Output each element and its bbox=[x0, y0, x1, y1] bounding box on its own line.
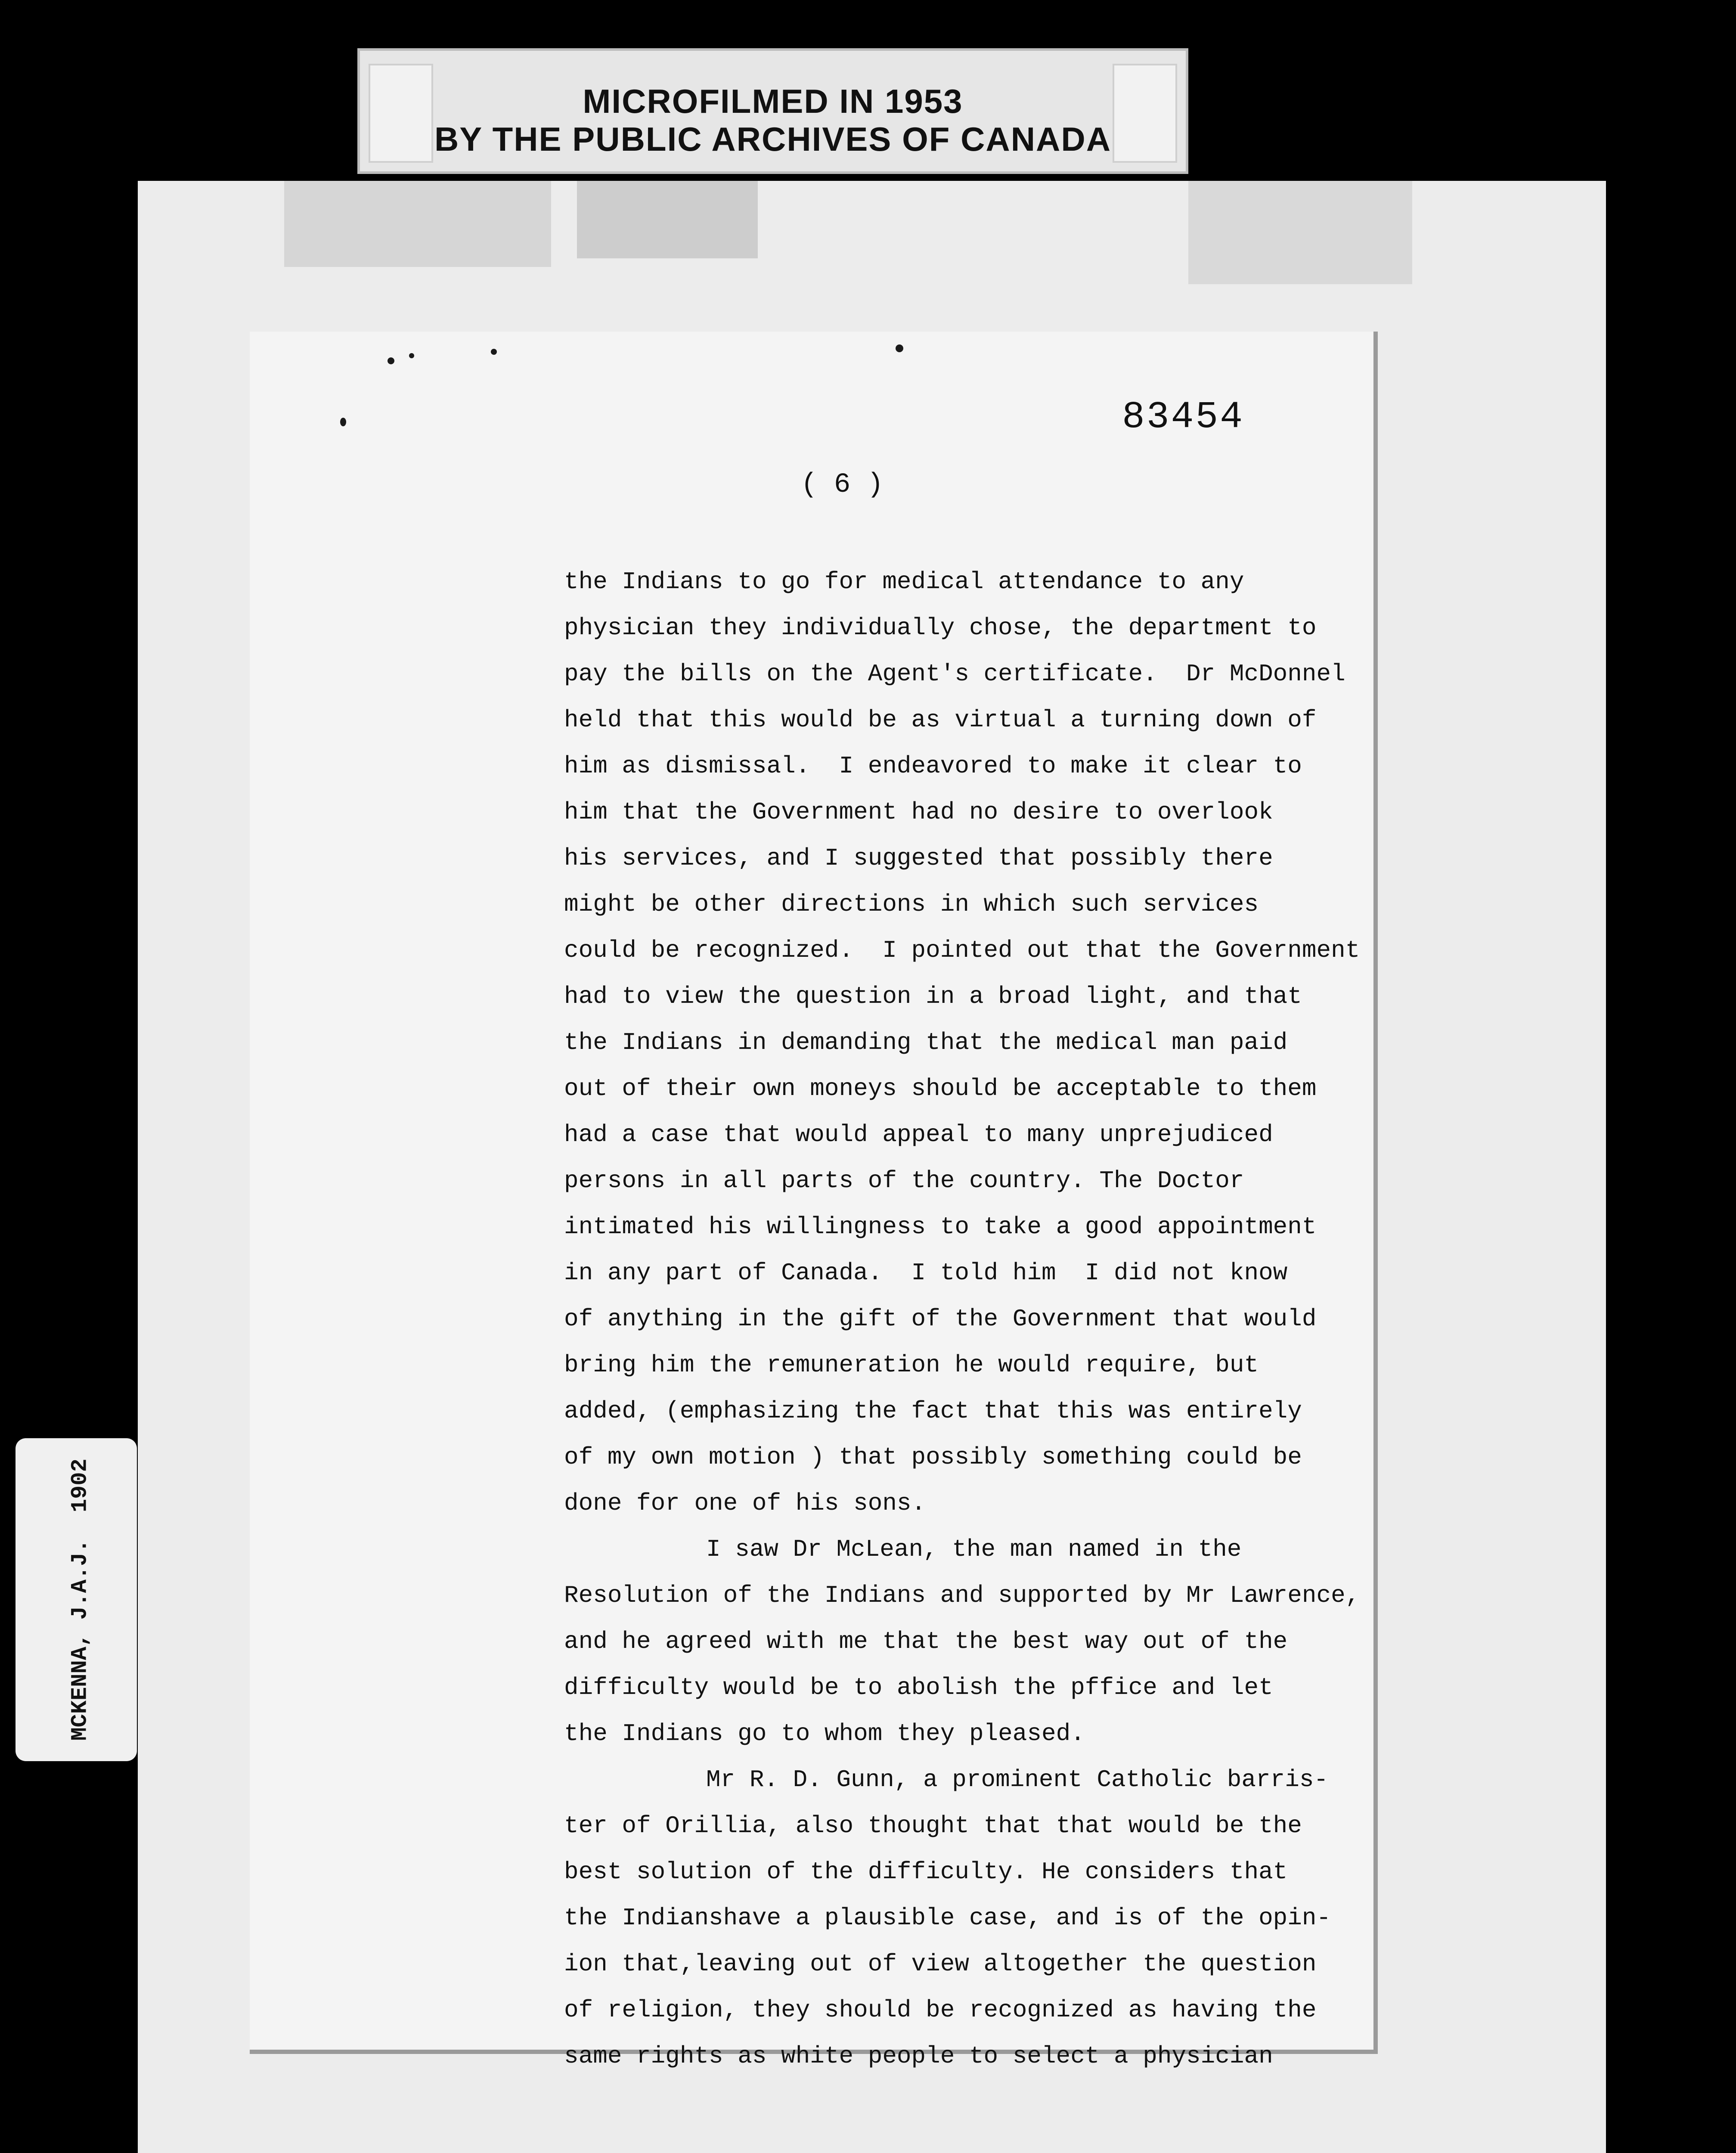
label-line-1: MICROFILMED IN 1953 bbox=[583, 82, 963, 120]
text-line: the Indianshave a plausible case, and is of the opin- bbox=[564, 1904, 1331, 1932]
text-line: ter of Orillia, also thought that that would be the bbox=[564, 1812, 1302, 1840]
ink-speck bbox=[388, 357, 394, 364]
text-line: the Indians go to whom they pleased. bbox=[564, 1720, 1085, 1747]
text-line: might be other directions in which such services bbox=[564, 890, 1259, 918]
text-line: intimated his willingness to take a good appointment bbox=[564, 1213, 1317, 1241]
tape-piece bbox=[1188, 181, 1412, 284]
text-line: ion that,leaving out of view altogether the question bbox=[564, 1950, 1317, 1978]
text-line: difficulty would be to abolish the pffice and let bbox=[564, 1674, 1273, 1701]
text-line: of my own motion ) that possibly something could be bbox=[564, 1443, 1302, 1471]
text-line: the Indians to go for medical attendance to any bbox=[564, 568, 1244, 596]
ink-speck bbox=[340, 418, 346, 426]
text-line: and he agreed with me that the best way out of the bbox=[564, 1628, 1288, 1655]
text-line: Mr R. D. Gunn, a prominent Catholic barris- bbox=[706, 1766, 1329, 1793]
text-line: had to view the question in a broad light, and that bbox=[564, 983, 1302, 1010]
text-line: had a case that would appeal to many unprejudiced bbox=[564, 1121, 1273, 1148]
document-number: 83454 bbox=[1122, 396, 1244, 439]
text-line: could be recognized. I pointed out that the Government bbox=[564, 937, 1360, 964]
ink-speck bbox=[409, 353, 414, 358]
ink-speck bbox=[896, 344, 903, 352]
text-line: the Indians in demanding that the medical man paid bbox=[564, 1029, 1302, 1056]
text-line: him as dismissal. I endeavored to make it clear to bbox=[564, 752, 1302, 780]
text-line: out of their own moneys should be acceptable to them bbox=[564, 1075, 1317, 1102]
tape-piece bbox=[577, 181, 758, 258]
label-line-2: BY THE PUBLIC ARCHIVES OF CANADA bbox=[434, 120, 1112, 158]
typed-page bbox=[250, 332, 1378, 2070]
spine-text: MCKENNA, J.A.J. 1902 bbox=[67, 1458, 93, 1741]
tape-piece bbox=[284, 181, 551, 267]
text-line: physician they individually chose, the department to bbox=[564, 614, 1317, 642]
text-line: Resolution of the Indians and supported by Mr Lawrence, bbox=[564, 1582, 1360, 1609]
text-line: best solution of the difficulty. He considers that bbox=[564, 1858, 1288, 1886]
text-line: added, (emphasizing the fact that this was entirely bbox=[564, 1397, 1302, 1425]
text-line: his services, and I suggested that possibly there bbox=[564, 844, 1273, 872]
text-line: held that this would be as virtual a turning down of bbox=[564, 706, 1317, 734]
page-number: ( 6 ) bbox=[801, 469, 884, 500]
text-line: him that the Government had no desire to overlook bbox=[564, 798, 1273, 826]
text-line: pay the bills on the Agent's certificate. Dr McDonnel bbox=[564, 660, 1345, 688]
text-line: of anything in the gift of the Government that would bbox=[564, 1305, 1317, 1333]
typed-body bbox=[564, 559, 1382, 2079]
text-line: persons in all parts of the country. The Doctor bbox=[564, 1167, 1244, 1194]
spine-label bbox=[16, 1438, 137, 1761]
text-line: of religion, they should be recognized as having the bbox=[564, 1996, 1317, 2024]
text-line: bring him the remuneration he would require, but bbox=[564, 1351, 1259, 1379]
ink-speck bbox=[491, 349, 497, 355]
text-line: I saw Dr McLean, the man named in the bbox=[706, 1536, 1242, 1563]
microfilm-label bbox=[357, 48, 1188, 174]
text-line: in any part of Canada. I told him I did not know bbox=[564, 1259, 1288, 1287]
text-line: same rights as white people to select a physician bbox=[564, 2042, 1273, 2070]
text-line: done for one of his sons. bbox=[564, 1489, 926, 1517]
